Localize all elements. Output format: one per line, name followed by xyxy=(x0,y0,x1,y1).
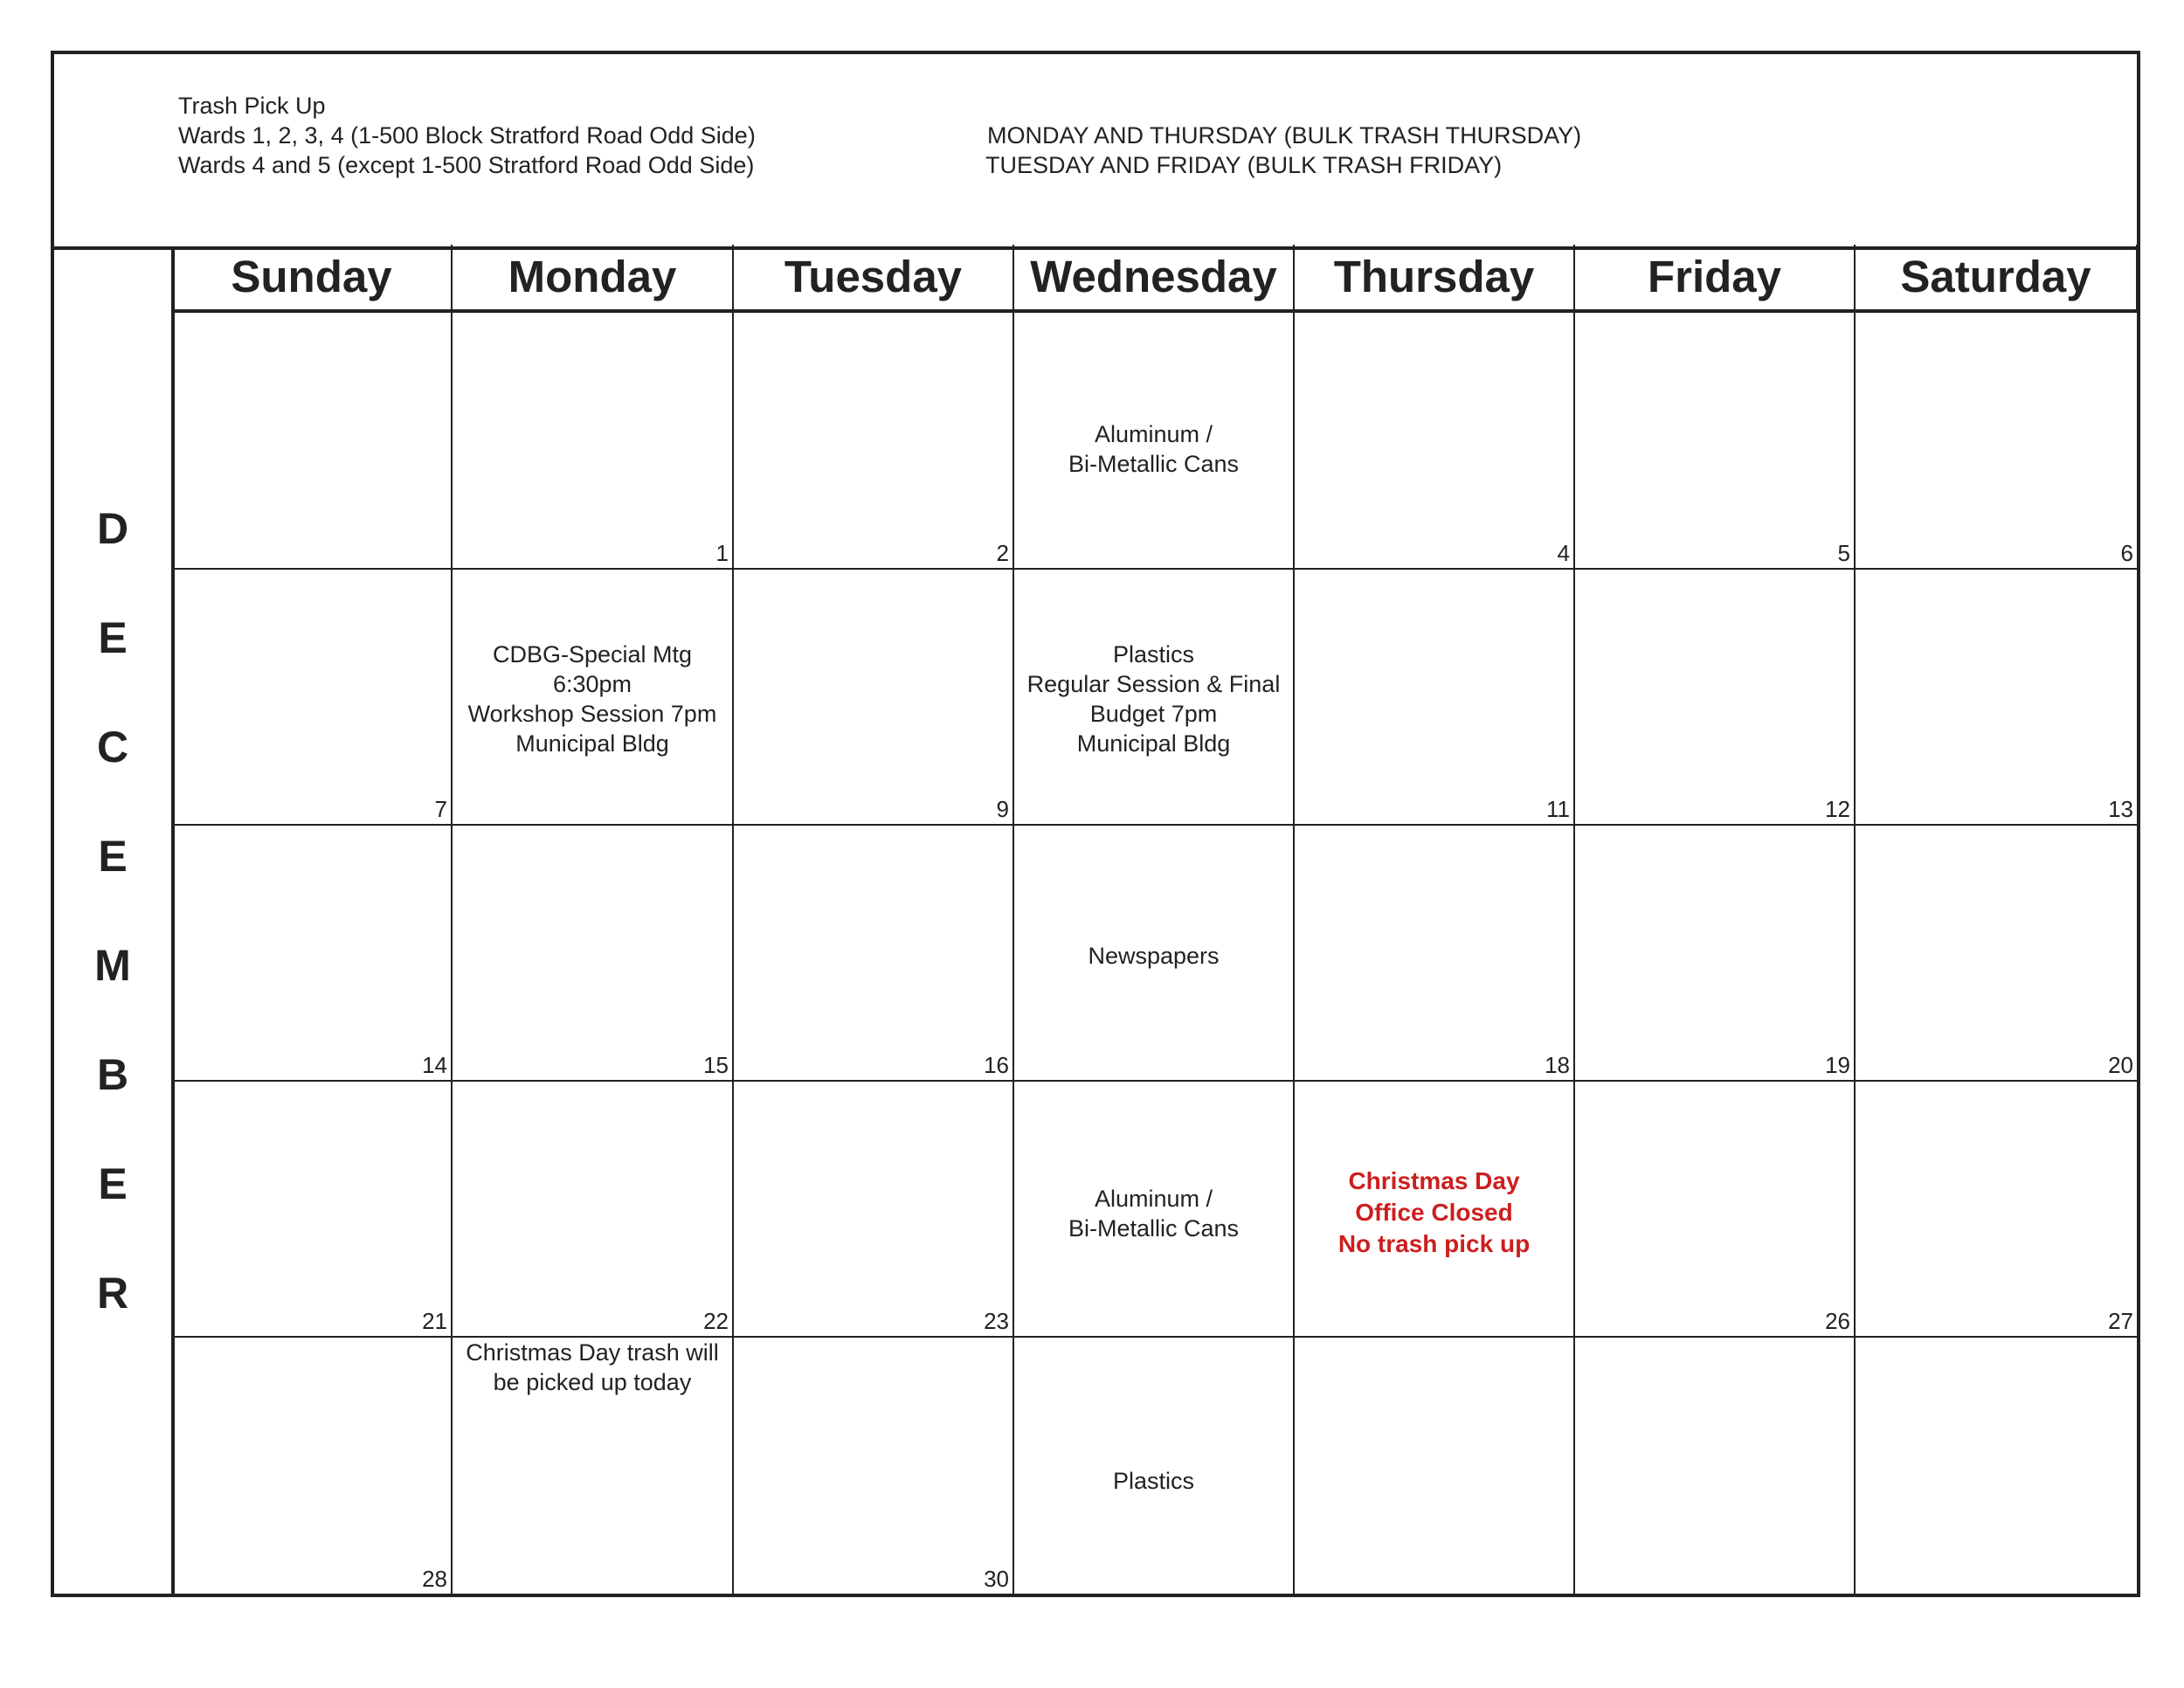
month-letter: E xyxy=(98,613,128,662)
month-letter: M xyxy=(94,941,131,990)
calendar-day-cell xyxy=(453,826,734,1082)
day-number: 5 xyxy=(1837,540,1850,566)
event-note: CDBG-Special Mtg 6:30pm Workshop Session 7pm Municipal Bldg xyxy=(467,641,717,757)
day-number: 1 xyxy=(715,540,729,566)
event-note: Plastics Regular Session & Final Budget 7pm Municipal Bldg xyxy=(1026,641,1281,757)
calendar-day-cell xyxy=(1575,826,1856,1082)
calendar-day-cell xyxy=(1575,1338,1856,1595)
calendar-day-cell xyxy=(1856,1082,2139,1338)
day-number: 2 xyxy=(996,540,1009,566)
calendar-day-cell xyxy=(734,313,1014,570)
day-number: 27 xyxy=(2108,1308,2133,1334)
day-number: 20 xyxy=(2108,1052,2133,1078)
weekday-header-sunday: Sunday xyxy=(172,245,453,309)
header-days-2: TUESDAY AND FRIDAY (BULK TRASH FRIDAY) xyxy=(985,152,1503,178)
calendar-day-cell xyxy=(1575,570,1856,826)
header-wards-1: Wards 1, 2, 3, 4 (1-500 Block Stratford Road Odd Side) xyxy=(178,122,756,149)
calendar-day-cell xyxy=(1295,1082,1575,1338)
calendar-day-cell xyxy=(1014,1082,1295,1338)
calendar-day-cell xyxy=(1014,826,1295,1082)
header-days-1: MONDAY AND THURSDAY (BULK TRASH THURSDAY) xyxy=(987,122,1582,149)
calendar-day-cell xyxy=(172,1082,453,1338)
day-number: 4 xyxy=(1557,540,1570,566)
calendar-day-cell xyxy=(453,1338,734,1595)
day-number: 18 xyxy=(1545,1052,1570,1078)
month-letter: B xyxy=(96,1050,129,1099)
calendar-day-cell xyxy=(1856,570,2139,826)
event-note: Plastics xyxy=(1112,1468,1195,1494)
weekday-header-wednesday: Wednesday xyxy=(1014,245,1295,309)
calendar-day-cell xyxy=(172,1338,453,1595)
weekday-header-row xyxy=(172,245,2139,313)
day-number: 7 xyxy=(434,796,447,822)
calendar-day-cell xyxy=(734,1338,1014,1595)
event-note: Newspapers xyxy=(1088,943,1220,969)
calendar-day-cell xyxy=(1575,1082,1856,1338)
weekday-header-tuesday: Tuesday xyxy=(734,245,1014,309)
day-number: 23 xyxy=(984,1308,1009,1334)
month-letter: D xyxy=(96,504,129,553)
calendar-day-cell xyxy=(1295,1338,1575,1595)
day-number: 19 xyxy=(1825,1052,1850,1078)
calendar-day-cell xyxy=(734,826,1014,1082)
weekday-header-friday: Friday xyxy=(1575,245,1856,309)
calendar-day-cell xyxy=(172,826,453,1082)
calendar-day-cell xyxy=(1856,1338,2139,1595)
day-number: 16 xyxy=(984,1052,1009,1078)
weekday-header-monday: Monday xyxy=(453,245,734,309)
calendar-day-cell xyxy=(1856,826,2139,1082)
calendar-day-cell xyxy=(734,1082,1014,1338)
calendar-day-cell xyxy=(734,570,1014,826)
day-number: 12 xyxy=(1825,796,1850,822)
day-number: 13 xyxy=(2108,796,2133,822)
calendar-day-cell xyxy=(1014,570,1295,826)
calendar-day-cell xyxy=(172,313,453,570)
header-title: Trash Pick Up xyxy=(178,93,326,119)
day-number: 9 xyxy=(996,796,1009,822)
day-number: 30 xyxy=(984,1566,1009,1592)
day-number: 11 xyxy=(1546,796,1570,822)
weekday-header-saturday: Saturday xyxy=(1856,245,2139,309)
month-column xyxy=(54,246,175,1597)
header-wards-2: Wards 4 and 5 (except 1-500 Stratford Road Odd Side) xyxy=(178,152,755,178)
month-letter: R xyxy=(96,1269,129,1318)
calendar-day-cell xyxy=(453,313,734,570)
day-number: 15 xyxy=(703,1052,729,1078)
calendar-day-cell xyxy=(1295,570,1575,826)
day-number: 28 xyxy=(422,1566,447,1592)
day-number: 22 xyxy=(703,1308,729,1334)
month-letter: E xyxy=(98,1159,128,1208)
holiday-notice: Christmas Day Office Closed No trash pick up xyxy=(1337,1167,1531,1257)
calendar-day-cell xyxy=(453,570,734,826)
weekday-header-thursday: Thursday xyxy=(1295,245,1575,309)
calendar-day-cell xyxy=(172,570,453,826)
month-letter: E xyxy=(98,832,128,881)
event-note: Aluminum / Bi-Metallic Cans xyxy=(1068,1186,1240,1242)
day-number: 21 xyxy=(422,1308,447,1334)
calendar-day-cell xyxy=(1295,313,1575,570)
calendar-day-cell xyxy=(1014,313,1295,570)
trash-pickup-header xyxy=(54,54,2137,250)
calendar-day-cell xyxy=(1575,313,1856,570)
day-number: 26 xyxy=(1825,1308,1850,1334)
day-number: 14 xyxy=(422,1052,447,1078)
calendar-day-cell xyxy=(1014,1338,1295,1595)
calendar-day-cell xyxy=(453,1082,734,1338)
month-letter: C xyxy=(96,723,129,771)
event-note: Aluminum / Bi-Metallic Cans xyxy=(1068,421,1240,477)
day-number: 6 xyxy=(2120,540,2133,566)
calendar-day-cell xyxy=(1856,313,2139,570)
calendar-grid xyxy=(172,245,2139,1595)
event-note: Christmas Day trash will be picked up today xyxy=(466,1339,719,1395)
calendar-day-cell xyxy=(1295,826,1575,1082)
